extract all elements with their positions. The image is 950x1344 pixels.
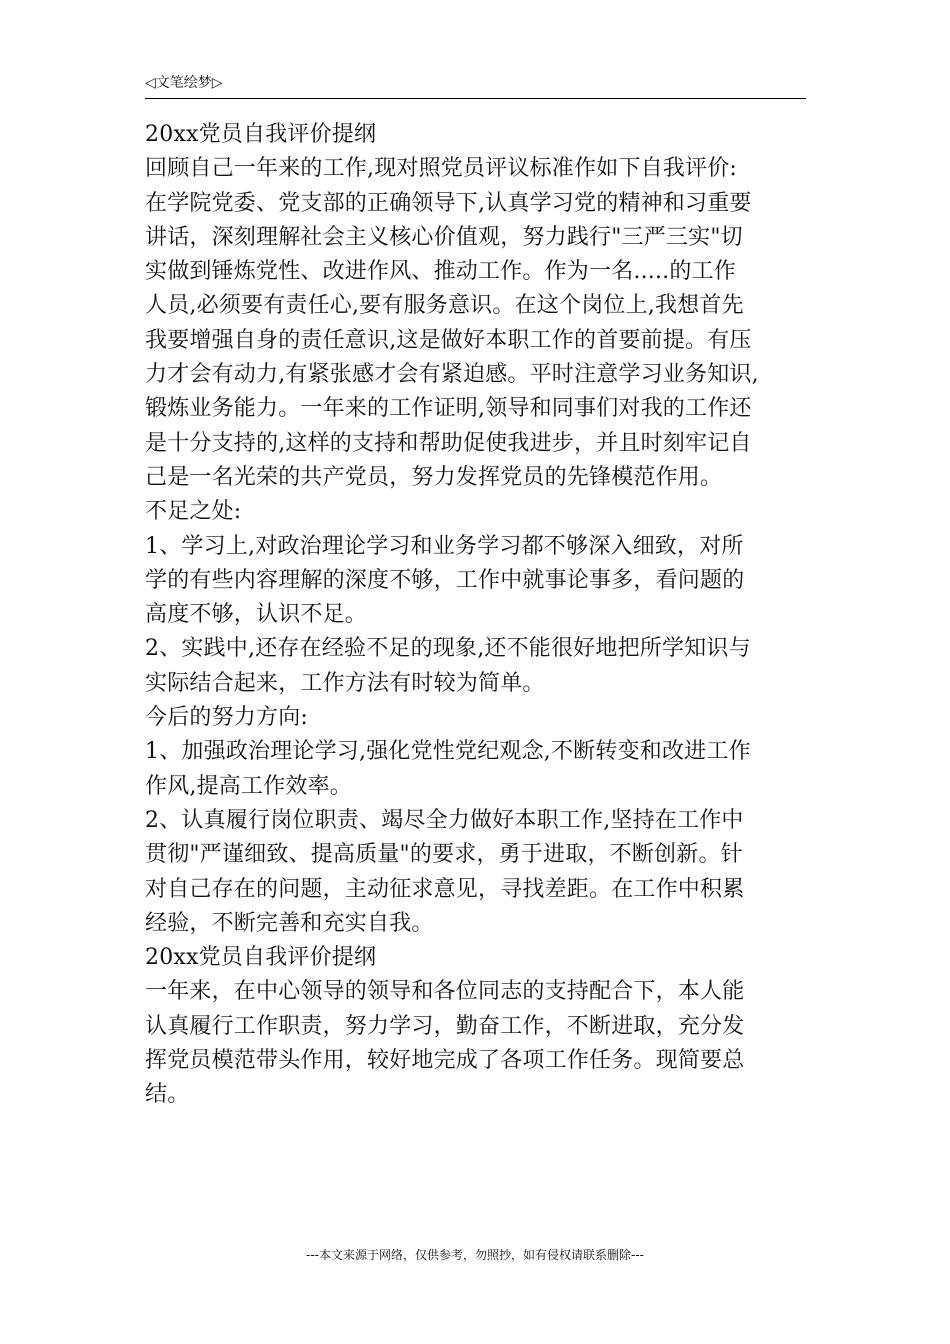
paragraph-line: 己是一名光荣的共产党员，努力发挥党员的先锋模范作用。: [145, 464, 723, 490]
list-item-line: 实际结合起来，工作方法有时较为简单。: [145, 670, 545, 696]
list-item-line: 2、认真履行岗位职责、竭尽全力做好本职工作,坚持在工作中: [145, 807, 744, 833]
list-item-line: 2、实践中,还存在经验不足的现象,还不能很好地把所学知识与: [145, 636, 751, 662]
document-body: [145, 118, 810, 1113]
paragraph-line: 认真履行工作职责，努力学习，勤奋工作，不断进取，充分发: [145, 1013, 745, 1039]
page-header: [145, 72, 806, 99]
paragraph-line: 讲话，深刻理解社会主义核心价值观，努力践行"三严三实"切: [145, 224, 743, 250]
page-footer: [0, 1247, 950, 1263]
doc-title-second: 20xx党员自我评价提纲: [145, 945, 377, 971]
paragraph-line: 结。: [145, 1082, 190, 1108]
section-heading: 今后的努力方向:: [145, 705, 309, 731]
list-item-line: 高度不够，认识不足。: [145, 602, 368, 628]
list-item-line: 1、加强政治理论学习,强化党性党纪观念,不断转变和改进工作: [145, 739, 751, 765]
section-heading: 不足之处:: [145, 499, 242, 525]
paragraph-line: 一年来，在中心领导的领导和各位同志的支持配合下，本人能: [145, 979, 745, 1005]
footer-note: ---本文来源于网络，仅供参考，勿照抄，如有侵权请联系删除---: [306, 1248, 644, 1262]
list-item-line: 经验，不断完善和充实自我。: [145, 910, 434, 936]
paragraph-line: 在学院党委、党支部的正确领导下,认真学习党的精神和习重要: [145, 190, 752, 216]
list-item-line: 对自己存在的问题，主动征求意见，寻找差距。在工作中积累: [145, 876, 745, 902]
paragraph-line: 挥党员模范带头作用，较好地完成了各项工作任务。现简要总: [145, 1048, 745, 1074]
paragraph-line: 回顾自己一年来的工作,现对照党员评议标准作如下自我评价:: [145, 156, 738, 182]
paragraph-line: 力才会有动力,有紧张感才会有紧迫感。平时注意学习业务知识,: [145, 362, 759, 388]
list-item-line: 贯彻"严谨细致、提高质量"的要求，勇于进取，不断创新。针: [145, 842, 743, 868]
paragraph-line: 实做到锤炼党性、改进作风、推动工作。作为一名.....的工作: [145, 259, 736, 285]
list-item-line: 1、学习上,对政治理论学习和业务学习都不够深入细致，对所: [145, 533, 744, 559]
list-item-line: 作风,提高工作效率。: [145, 773, 352, 799]
paragraph-line: 我要增强自身的责任意识,这是做好本职工作的首要前提。有压: [145, 327, 752, 353]
paragraph-line: 人员,必须要有责任心,要有服务意识。在这个岗位上,我想首先: [145, 293, 744, 319]
paragraph-line: 是十分支持的,这样的支持和帮助促使我进步，并且时刻牢记自: [145, 430, 752, 456]
list-item-line: 学的有些内容理解的深度不够，工作中就事论事多，看问题的: [145, 567, 745, 593]
header-label: ◁文笔绘梦▷: [145, 75, 223, 91]
doc-title: 20xx党员自我评价提纲: [145, 122, 377, 147]
paragraph-line: 锻炼业务能力。一年来的工作证明,领导和同事们对我的工作还: [145, 396, 752, 422]
